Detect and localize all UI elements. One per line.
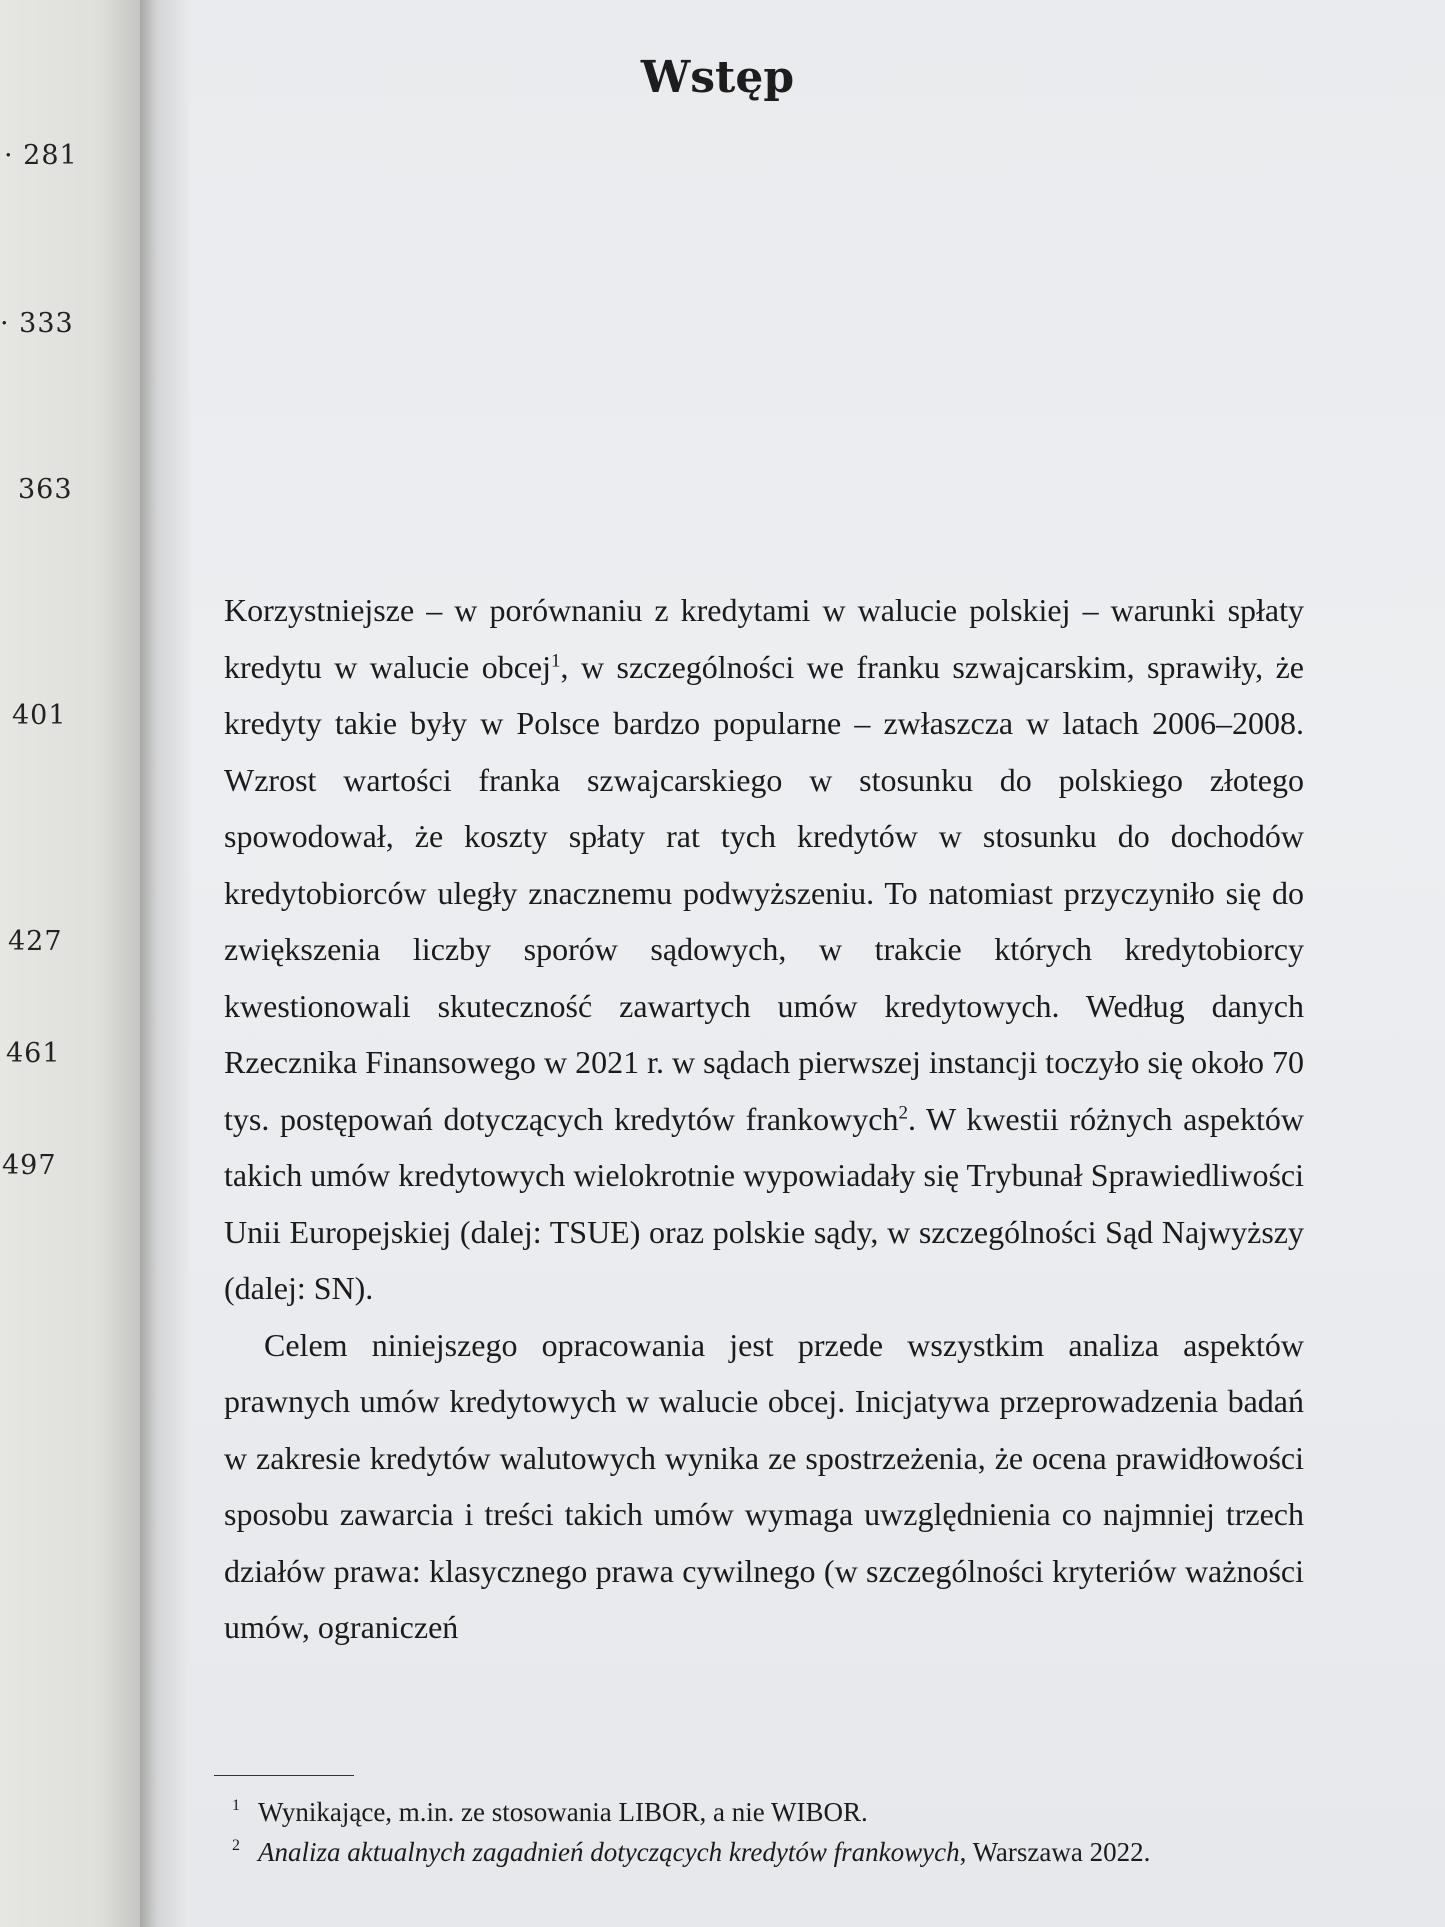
footnote <box>220 1832 1320 1872</box>
previous-page <box>0 0 140 1927</box>
footnote-number: 2 <box>232 1837 240 1854</box>
toc-page-number: 401 <box>12 700 67 731</box>
toc-page-number: 461 <box>6 1038 61 1069</box>
footnote-ref: 1 <box>551 649 561 671</box>
toc-page-number: 497 <box>2 1150 57 1181</box>
toc-page-number: 427 <box>8 926 63 957</box>
page-title: Wstęp <box>640 52 795 103</box>
footnote-ref: 2 <box>898 1101 908 1123</box>
paragraph <box>224 582 1304 1317</box>
footnote-text: , Warszawa 2022. <box>959 1837 1151 1867</box>
footnote-citation-title: Analiza aktualnych zagadnień dotyczących kredytów frankowych <box>258 1837 960 1867</box>
toc-page-number: 363 <box>18 474 73 505</box>
book-gutter <box>140 0 190 1927</box>
toc-page-number: · 333 <box>0 308 74 339</box>
toc-page-number: · 281 <box>4 140 78 171</box>
footnote-rule <box>214 1775 354 1776</box>
book-page <box>190 0 1445 1927</box>
paragraph-text: , w szczególności we franku szwajcarskim, sprawiły, że kredyty takie były w Polsce bardzo popularne – zwłaszcza w latach 2006–2008. Wzrost wartości franka szwajcarskiego w stosunku do polskiego złotego spowodował, że koszty spłaty rat tych kredytów w stosunku do dochodów kredytobiorców uległy znacznemu podwyższeniu. To natomiast przyczyniło się do zwiększenia liczby sporów sądowych, w trakcie których kredytobiorcy kwestionowali skuteczność zawartych umów kredytowych. Według danych Rzecznika Finansowego w 2021 r. w sądach pierwszej instancji toczyło się około 70 tys. postępowań dotyczących kredytów frankowych <box>224 648 1305 1137</box>
footnote-text: Wynikające, m.in. ze stosowania LIBOR, a nie WIBOR. <box>258 1797 868 1827</box>
paragraph-text: Korzystniejsze – w porównaniu z kredytami w walucie polskiej – warunki spłaty kredytu w walucie obcej <box>224 592 1304 685</box>
footnote <box>220 1792 1320 1832</box>
paragraph-text: . W kwestii różnych aspektów takich umów kredytowych wielokrotnie wypowiadały się Trybunał Sprawiedliwości Unii Europejskiej (dalej: TSUE) oraz polskie sądy, w szczególności Sąd Najwyższy (dalej: SN). <box>224 1100 1305 1306</box>
main-text <box>224 582 1304 1656</box>
footnotes <box>220 1792 1320 1872</box>
footnote-number: 1 <box>232 1797 240 1814</box>
paragraph: Celem niniejszego opracowania jest przede wszystkim analiza aspektów prawnych umów kredytowych w walucie obcej. Inicjatywa przeprowadzenia badań w zakresie kredytów walutowych wynika ze spostrzeżenia, że ocena prawidłowości sposobu zawarcia i treści takich umów wymaga uwzględnienia co najmniej trzech działów prawa: klasycznego prawa cywilnego (w szczególności kryteriów ważności umów, ograniczeń <box>224 1326 1304 1645</box>
